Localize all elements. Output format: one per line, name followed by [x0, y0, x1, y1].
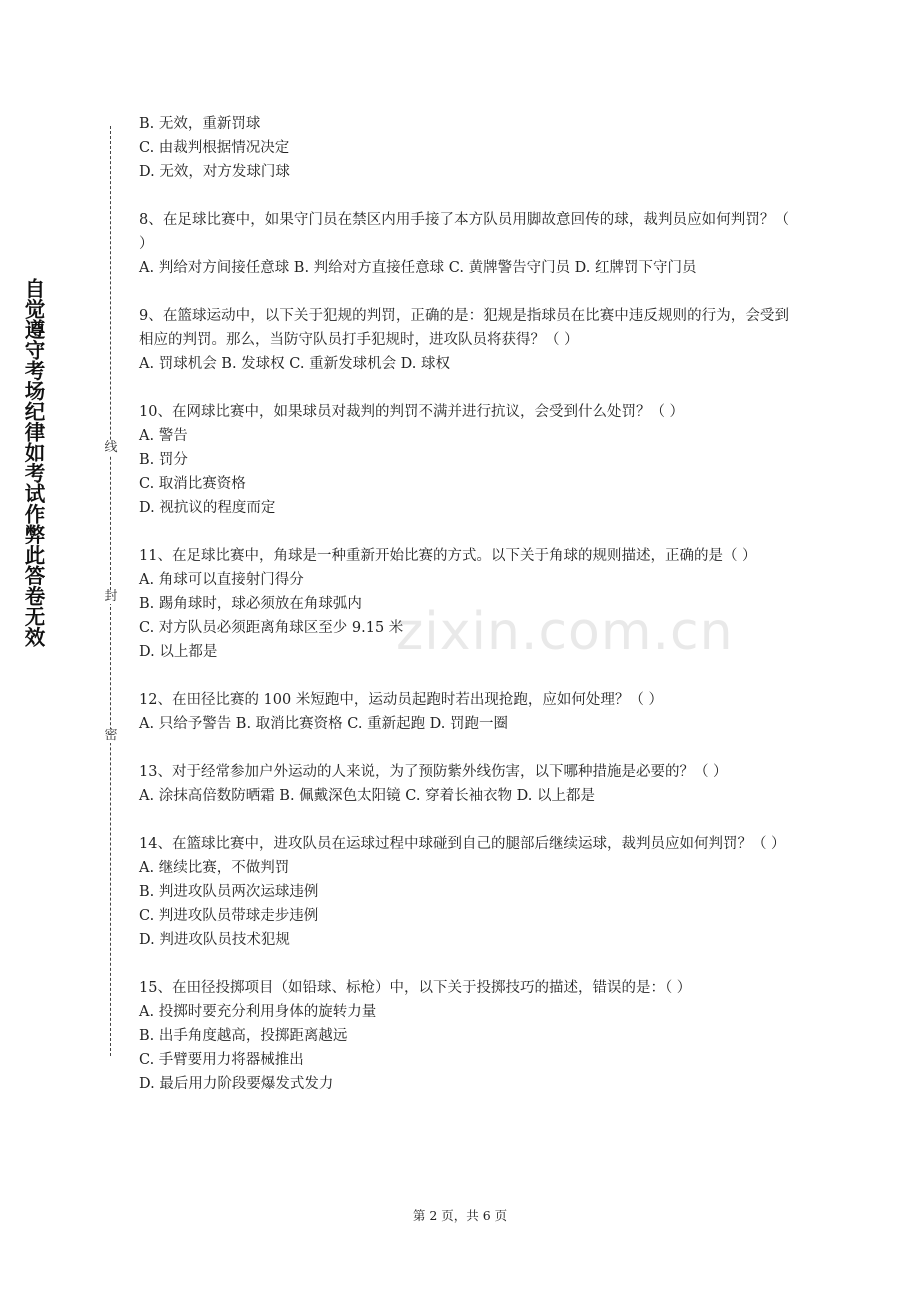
- page-number: 第 2 页，共 6 页: [412, 1208, 508, 1223]
- option: A. 继续比赛，不做判罚: [139, 860, 290, 876]
- question-options-12: A. 只给予警告 B. 取消比赛资格 C. 重新起跑 D. 罚跑一圈: [139, 716, 509, 732]
- option: D. 最后用力阶段要爆发式发力: [139, 1076, 334, 1092]
- option: A. 警告: [139, 428, 188, 444]
- binding-mark-mi: 密: [104, 728, 118, 743]
- question-stem-15: 15、在田径投掷项目（如铅球、标枪）中，以下关于投掷技巧的描述，错误的是：（ ）: [139, 980, 692, 996]
- option: B. 判进攻队员两次运球违例: [139, 884, 319, 900]
- option: C. 手臂要用力将器械推出: [139, 1052, 304, 1068]
- option: C. 判进攻队员带球走步违例: [139, 908, 319, 924]
- exam-discipline-notice: 自觉遵守考场纪律如考试作弊此答卷无效: [21, 278, 45, 647]
- binding-mark-xian: 线: [104, 440, 118, 455]
- option: B. 踢角球时，球必须放在角球弧内: [139, 596, 362, 612]
- question-content: [139, 112, 789, 1096]
- option: C. 对方队员必须距离角球区至少 9.15 米: [139, 620, 404, 636]
- option: A. 角球可以直接射门得分: [139, 572, 304, 588]
- question-stem-14: 14、在篮球比赛中，进攻队员在运球过程中球碰到自己的腿部后继续运球，裁判员应如何判罚？（ ）: [139, 836, 786, 852]
- question-options-13: A. 涂抹高倍数防晒霜 B. 佩戴深色太阳镜 C. 穿着长袖衣物 D. 以上都是: [139, 788, 596, 804]
- question-stem-10: 10、在网球比赛中，如果球员对裁判的判罚不满并进行抗议，会受到什么处罚？（ ）: [139, 404, 685, 420]
- question-stem-11: 11、在足球比赛中，角球是一种重新开始比赛的方式。以下关于角球的规则描述，正确的是（ ）: [139, 548, 757, 564]
- question-stem-8: 8、在足球比赛中，如果守门员在禁区内用手接了本方队员用脚故意回传的球，裁判员应如何判罚？（ ）: [139, 212, 789, 252]
- option: B. 罚分: [139, 452, 188, 468]
- question-options-8: A. 判给对方间接任意球 B. 判给对方直接任意球 C. 黄牌警告守门员 D. 红牌罚下守门员: [139, 260, 697, 276]
- option: D. 无效，对方发球门球: [139, 164, 290, 180]
- option: D. 视抗议的程度而定: [139, 500, 276, 516]
- option: C. 取消比赛资格: [139, 476, 246, 492]
- option: D. 以上都是: [139, 644, 218, 660]
- binding-mark-feng: 封: [104, 589, 118, 604]
- option: D. 判进攻队员技术犯规: [139, 932, 290, 948]
- question-stem-12: 12、在田径比赛的 100 米短跑中，运动员起跑时若出现抢跑，应如何处理？（ ）: [139, 692, 663, 708]
- option: A. 投掷时要充分利用身体的旋转力量: [139, 1004, 377, 1020]
- option: B. 无效，重新罚球: [139, 116, 261, 132]
- option: C. 由裁判根据情况决定: [139, 140, 290, 156]
- option: B. 出手角度越高，投掷距离越远: [139, 1028, 348, 1044]
- question-stem-13: 13、对于经常参加户外运动的人来说，为了预防紫外线伤害，以下哪种措施是必要的？（ ）: [139, 764, 728, 780]
- question-stem-9: 9、在篮球运动中，以下关于犯规的判罚，正确的是：犯规是指球员在比赛中违反规则的行为，会受到相应的判罚。那么，当防守队员打手犯规时，进攻队员将获得？（ ）: [139, 308, 789, 348]
- watermark: zixin.com.cn: [396, 602, 734, 662]
- question-options-9: A. 罚球机会 B. 发球权 C. 重新发球机会 D. 球权: [139, 356, 451, 372]
